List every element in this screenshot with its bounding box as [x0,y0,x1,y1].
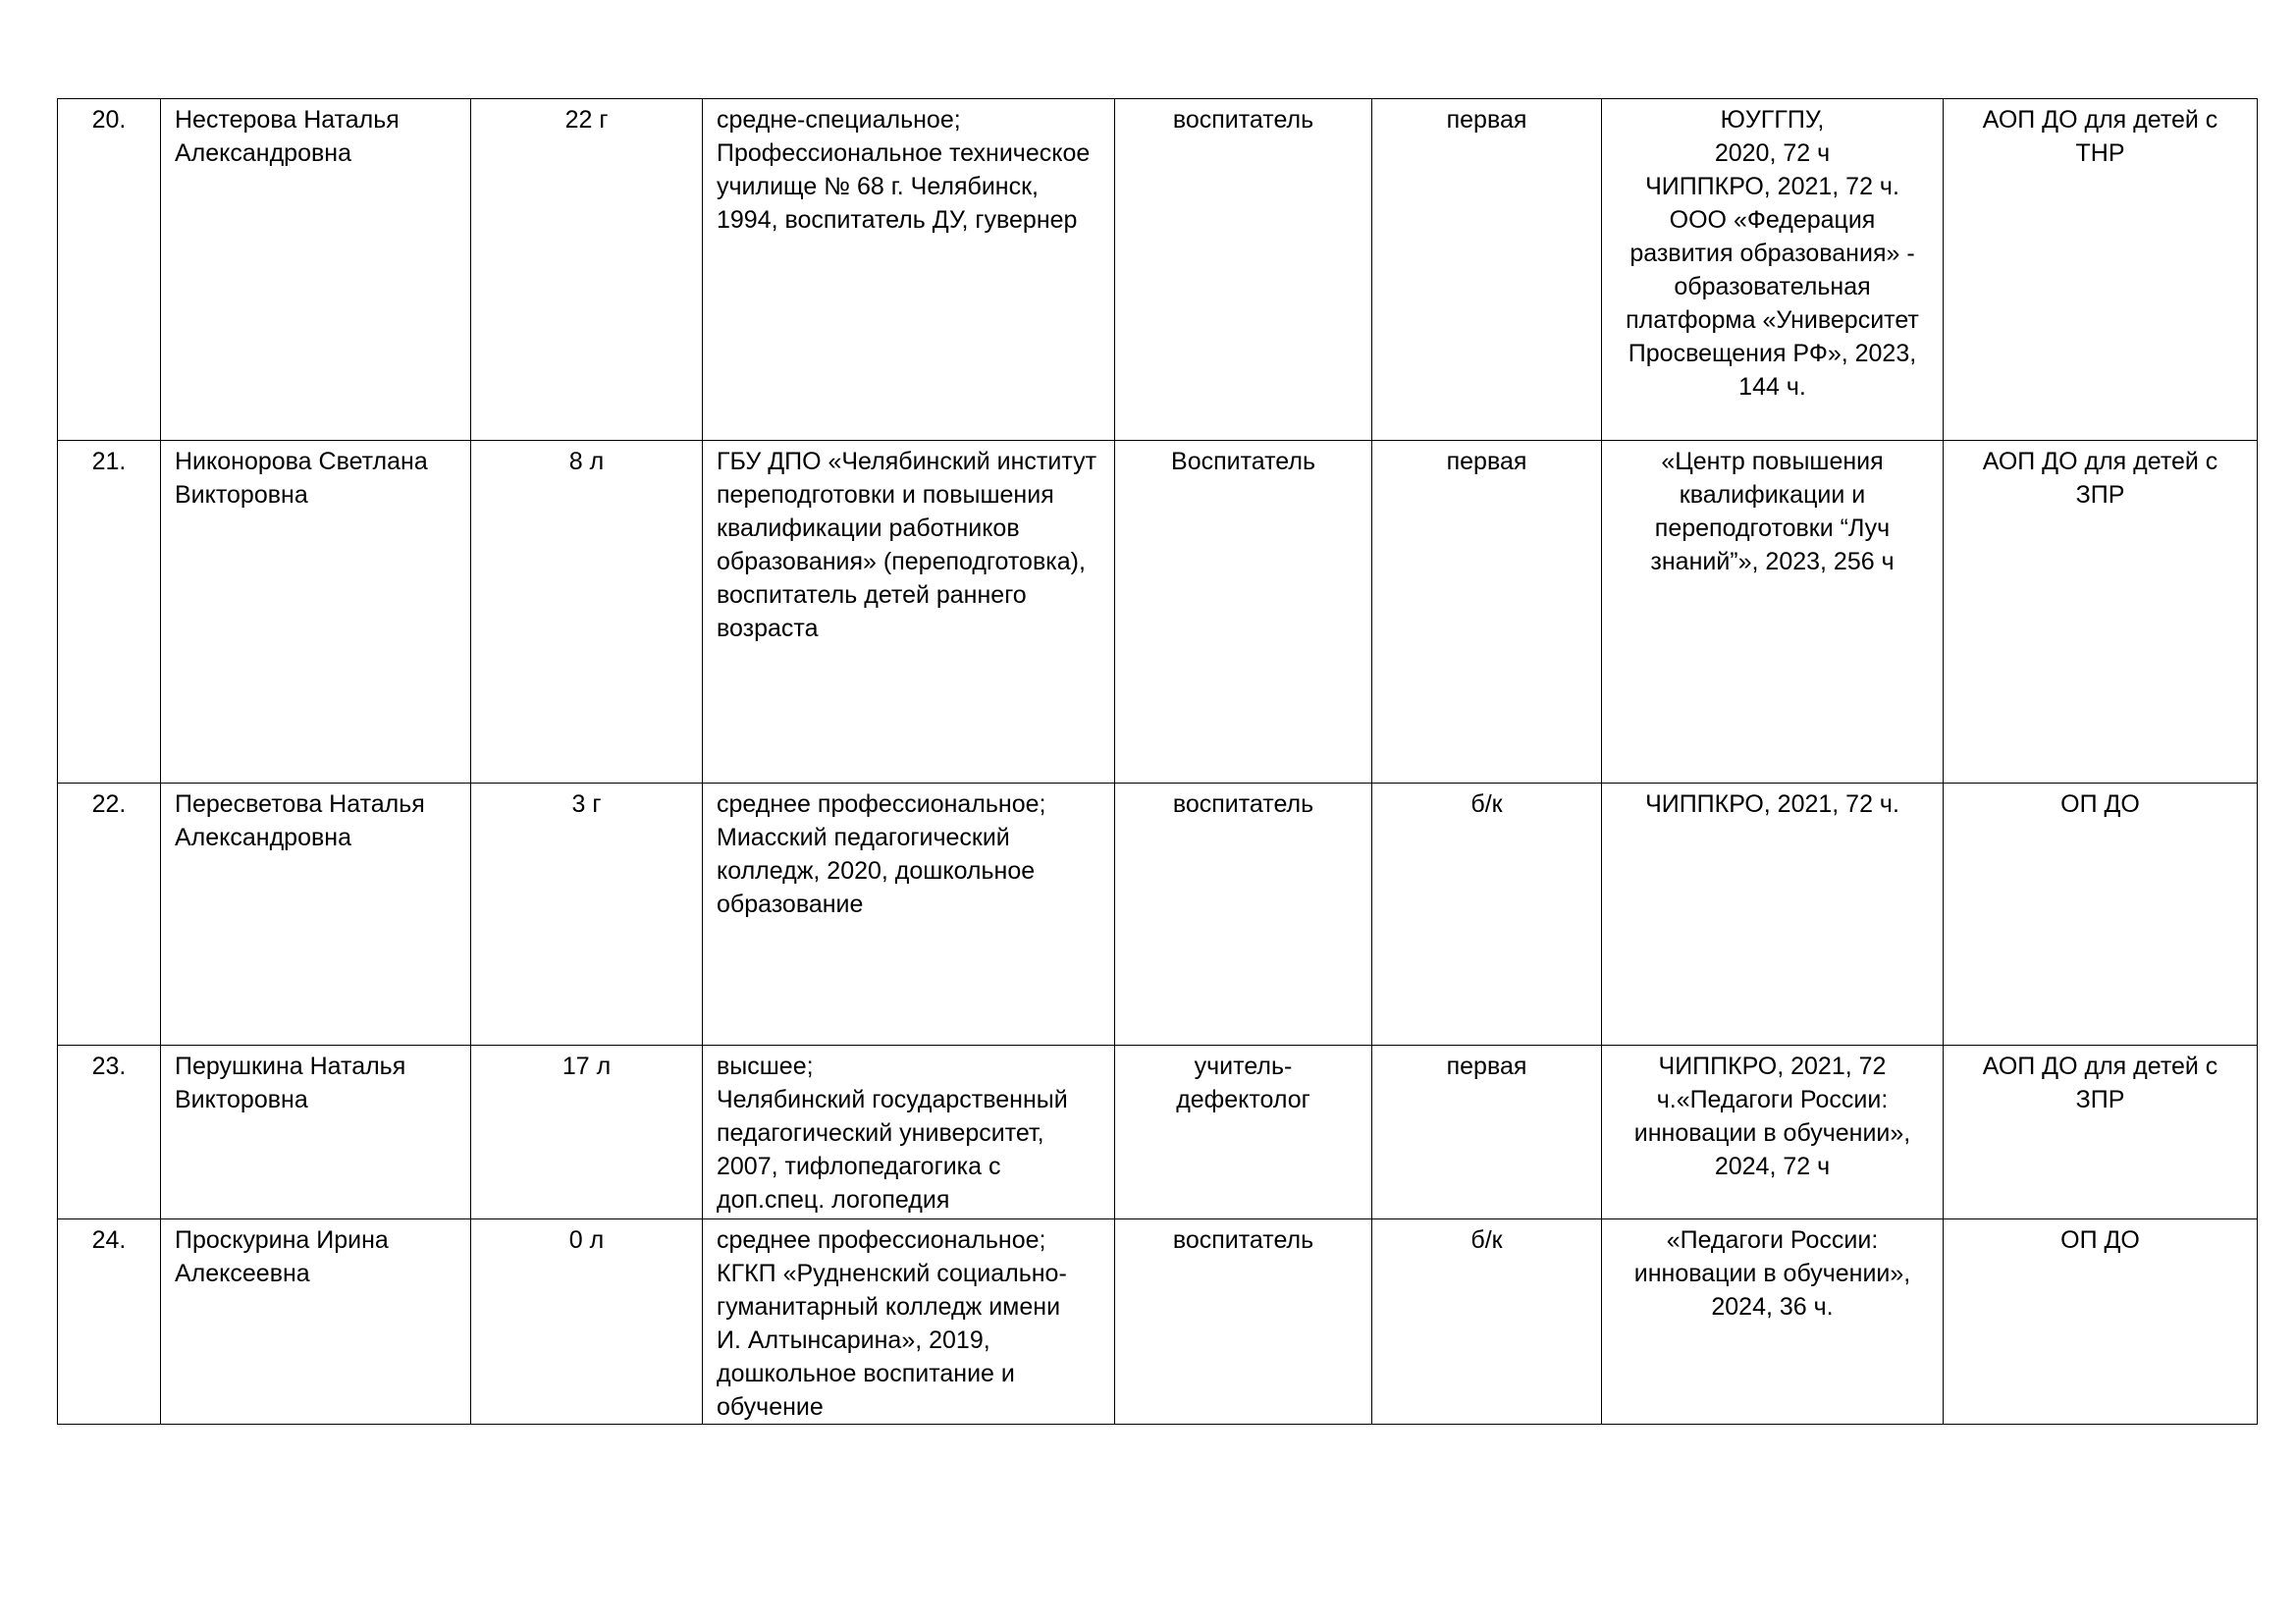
position-line: учитель- [1194,1053,1293,1080]
category-value: б/к [1470,790,1503,818]
program-line: АОП ДО для детей с [1982,106,2218,134]
table-row [58,1219,2258,1425]
name-cell [161,1046,471,1219]
experience-value: 0 л [568,1226,605,1254]
program-cell [1944,1046,2258,1219]
position-line: воспитатель [1172,790,1314,818]
program-cell [1944,1219,2258,1425]
name-line: Александровна [175,824,351,851]
position-cell [1115,1219,1372,1425]
name-line: Алексеевна [175,1260,310,1287]
program-line: ТНР [2075,139,2125,167]
education-line: И. Алтынсарина», 2019, [717,1326,990,1354]
education-line: среднее профессиональное; [717,1226,1046,1254]
experience-cell [471,1219,703,1425]
education-line: 2007, тифлопедагогика с [717,1153,1001,1180]
education-cell [703,1219,1115,1425]
program-cell [1944,99,2258,441]
table-row [58,1046,2258,1219]
category-value: первая [1446,106,1527,134]
courses-line: ЮУГГПУ, [1720,106,1825,134]
courses-cell [1602,99,1944,441]
name-line: Перушкина Наталья [175,1053,406,1080]
education-line: училище № 68 г. Челябинск, [717,173,1039,200]
table-row [58,441,2258,784]
experience-value: 17 л [561,1053,612,1080]
education-line: образование [717,891,864,918]
courses-cell [1602,1219,1944,1425]
courses-line: «Центр повышения [1661,448,1884,475]
program-cell [1944,784,2258,1046]
position-line: дефектолог [1176,1086,1310,1113]
courses-line: ч.«Педагоги России: [1656,1086,1889,1113]
row-number: 22. [91,790,127,818]
program-line: ОП ДО [2060,1226,2140,1254]
courses-line: инновации в обучении», [1633,1119,1911,1147]
courses-line: образовательная [1674,273,1871,300]
program-line: ОП ДО [2060,790,2140,818]
program-line: ЗПР [2075,481,2125,509]
courses-line: 2024, 36 ч. [1711,1293,1834,1321]
name-line: Нестерова Наталья [175,106,400,134]
name-line: Викторовна [175,481,308,509]
row-number: 20. [91,106,127,134]
experience-cell [471,99,703,441]
row-number: 21. [91,448,127,475]
courses-cell [1602,1046,1944,1219]
name-line: Проскурина Ирина [175,1226,389,1254]
experience-value: 3 г [571,790,602,818]
row-number-cell [58,99,161,441]
name-line: Пересветова Наталья [175,790,425,818]
category-cell [1372,99,1602,441]
category-value: первая [1446,448,1527,475]
position-cell [1115,99,1372,441]
name-line: Викторовна [175,1086,308,1113]
row-number-cell [58,441,161,784]
courses-line: ЧИППКРО, 2021, 72 ч. [1645,790,1899,818]
education-line: Профессиональное техническое [717,139,1091,167]
name-cell [161,441,471,784]
education-line: доп.спец. логопедия [717,1186,950,1214]
staff-table [57,98,2258,1425]
education-line: переподготовки и повышения [717,481,1054,509]
courses-line: знаний”», 2023, 256 ч [1650,548,1895,575]
education-line: педагогический университет, [717,1119,1044,1147]
education-cell [703,1046,1115,1219]
row-number: 23. [91,1053,127,1080]
category-value: б/к [1470,1226,1503,1254]
name-line: Никонорова Светлана [175,448,428,475]
program-cell [1944,441,2258,784]
courses-line: ЧИППКРО, 2021, 72 [1658,1053,1887,1080]
position-cell [1115,784,1372,1046]
education-line: возраста [717,615,819,642]
name-line: Александровна [175,139,351,167]
courses-line: Просвещения РФ», 2023, [1628,340,1917,367]
category-cell [1372,1046,1602,1219]
courses-line: квалификации и [1679,481,1866,509]
experience-value: 22 г [564,106,609,134]
category-cell [1372,1219,1602,1425]
courses-line: 2024, 72 ч [1714,1153,1831,1180]
education-line: квалификации работников [717,514,1020,542]
education-line: среднее профессиональное; [717,790,1046,818]
row-number-cell [58,1219,161,1425]
program-line: АОП ДО для детей с [1982,448,2218,475]
position-line: воспитатель [1172,1226,1314,1254]
education-line: гуманитарный колледж имени [717,1293,1061,1321]
program-line: ЗПР [2075,1086,2125,1113]
education-line: колледж, 2020, дошкольное [717,857,1036,885]
name-cell [161,99,471,441]
experience-cell [471,1046,703,1219]
courses-line: «Педагоги России: [1666,1226,1879,1254]
education-line: высшее; [717,1053,814,1080]
education-line: Миасский педагогический [717,824,1010,851]
courses-line: ООО «Федерация [1669,206,1876,234]
education-cell [703,99,1115,441]
position-line: Воспитатель [1171,448,1315,475]
row-number-cell [58,784,161,1046]
position-cell [1115,441,1372,784]
position-cell [1115,1046,1372,1219]
courses-line: 2020, 72 ч [1714,139,1831,167]
table-row [58,784,2258,1046]
education-line: дошкольное воспитание и [717,1360,1015,1387]
education-line: КГКП «Рудненский социально- [717,1260,1067,1287]
experience-cell [471,441,703,784]
experience-value: 8 л [568,448,605,475]
courses-line: 144 ч. [1738,373,1806,401]
education-cell [703,784,1115,1046]
education-line: образования» (переподготовка), [717,548,1086,575]
category-cell [1372,784,1602,1046]
education-line: Челябинский государственный [717,1086,1068,1113]
courses-line: развития образования» - [1629,240,1915,267]
name-cell [161,1219,471,1425]
category-cell [1372,441,1602,784]
category-value: первая [1446,1053,1527,1080]
education-line: средне-специальное; [717,106,961,134]
position-line: воспитатель [1172,106,1314,134]
table-body [58,99,2258,1425]
row-number: 24. [91,1226,127,1254]
courses-line: инновации в обучении», [1633,1260,1911,1287]
courses-line: платформа «Университет [1626,306,1919,334]
education-line: ГБУ ДПО «Челябинский институт [717,448,1097,475]
experience-cell [471,784,703,1046]
table-row [58,99,2258,441]
education-line: обучение [717,1393,824,1421]
program-line: АОП ДО для детей с [1982,1053,2218,1080]
education-line: воспитатель детей раннего [717,581,1027,609]
education-line: 1994, воспитатель ДУ, гувернер [717,206,1078,234]
row-number-cell [58,1046,161,1219]
courses-cell [1602,784,1944,1046]
education-cell [703,441,1115,784]
name-cell [161,784,471,1046]
courses-cell [1602,441,1944,784]
courses-line: ЧИППКРО, 2021, 72 ч. [1645,173,1899,200]
courses-line: переподготовки “Луч [1654,514,1891,542]
